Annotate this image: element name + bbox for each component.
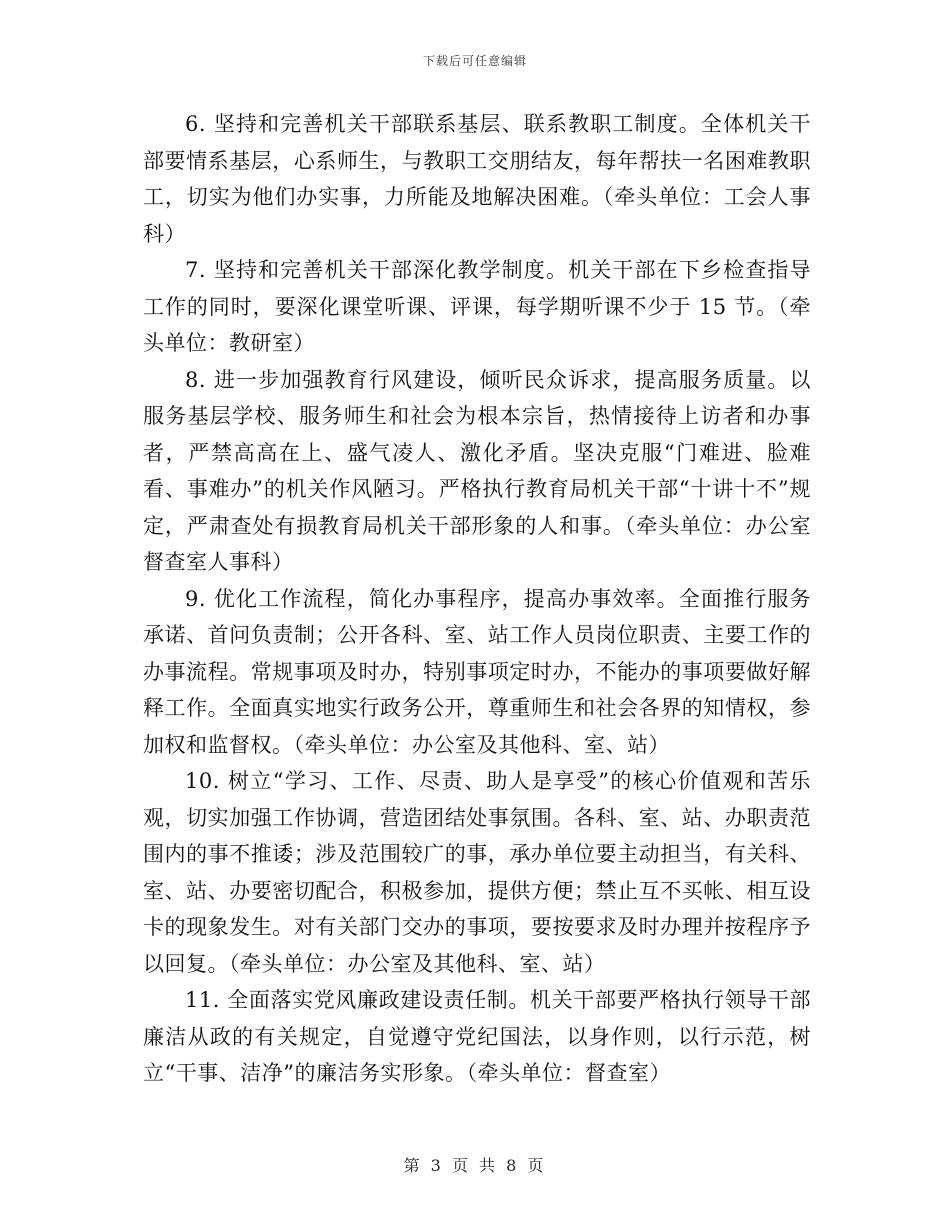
paragraph-item-8: 8. 进一步加强教育行风建设，倾听民众诉求，提高服务质量。以服务基层学校、服务师生和社会为根本宗旨，热情接待上访者和办事者，严禁高高在上、盛气凌人、激化矛盾。坚决克服“门难进、脸难看、事难办”的机关作风陋习。严格执行教育局机关干部“十讲十不”规定，严肃查处有损教育局机关干部形象的人和事。（牵头单位：办公室督查室人事科） (143, 367, 811, 574)
paragraph-item-6: 6. 坚持和完善机关干部联系基层、联系教职工制度。全体机关干部要情系基层，心系师生，与教职工交朋结友，每年帮扶一名困难教职工，切实为他们办实事，力所能及地解决困难。（牵头单位：工会人事科） (143, 112, 811, 246)
page-header: 下载后可任意编辑 (422, 54, 527, 68)
paragraph-item-10: 10. 树立“学习、工作、尽责、助人是享受”的核心价值观和苦乐观，切实加强工作协调，营造团结处事氛围。各科、室、站、办职责范围内的事不推诿；涉及范围较广的事，承办单位要主动担当，有关科、室、站、办要密切配合，积极参加，提供方便；禁止互不买帐、相互设卡的现象发生。对有关部门交办的事项，要按要求及时办理并按程序予以回复。（牵头单位：办公室及其他科、室、站） (143, 769, 811, 976)
paragraph-item-11: 11. 全面落实党风廉政建设责任制。机关干部要严格执行领导干部廉洁从政的有关规定，自觉遵守党纪国法，以身作则，以行示范，树立“干事、洁净”的廉洁务实形象。（牵头单位：督查室） (143, 988, 811, 1085)
page-number-footer: 第 3 页 共 8 页 (403, 1156, 547, 1175)
paragraph-item-9: 9. 优化工作流程，简化办事程序，提高办事效率。全面推行服务承诺、首问负责制；公开各科、室、站工作人员岗位职责、主要工作的办事流程。常规事项及时办，特别事项定时办，不能办的事项要做好解释工作。全面真实地实行政务公开，尊重师生和社会各界的知情权，参加权和监督权。（牵头单位：办公室及其他科、室、站） (143, 586, 811, 757)
document-body (143, 106, 811, 1092)
paragraph-item-7: 7. 坚持和完善机关干部深化教学制度。机关干部在下乡检查指导工作的同时，要深化课堂听课、评课，每学期听课不少于 15 节。（牵头单位：教研室） (143, 258, 811, 355)
